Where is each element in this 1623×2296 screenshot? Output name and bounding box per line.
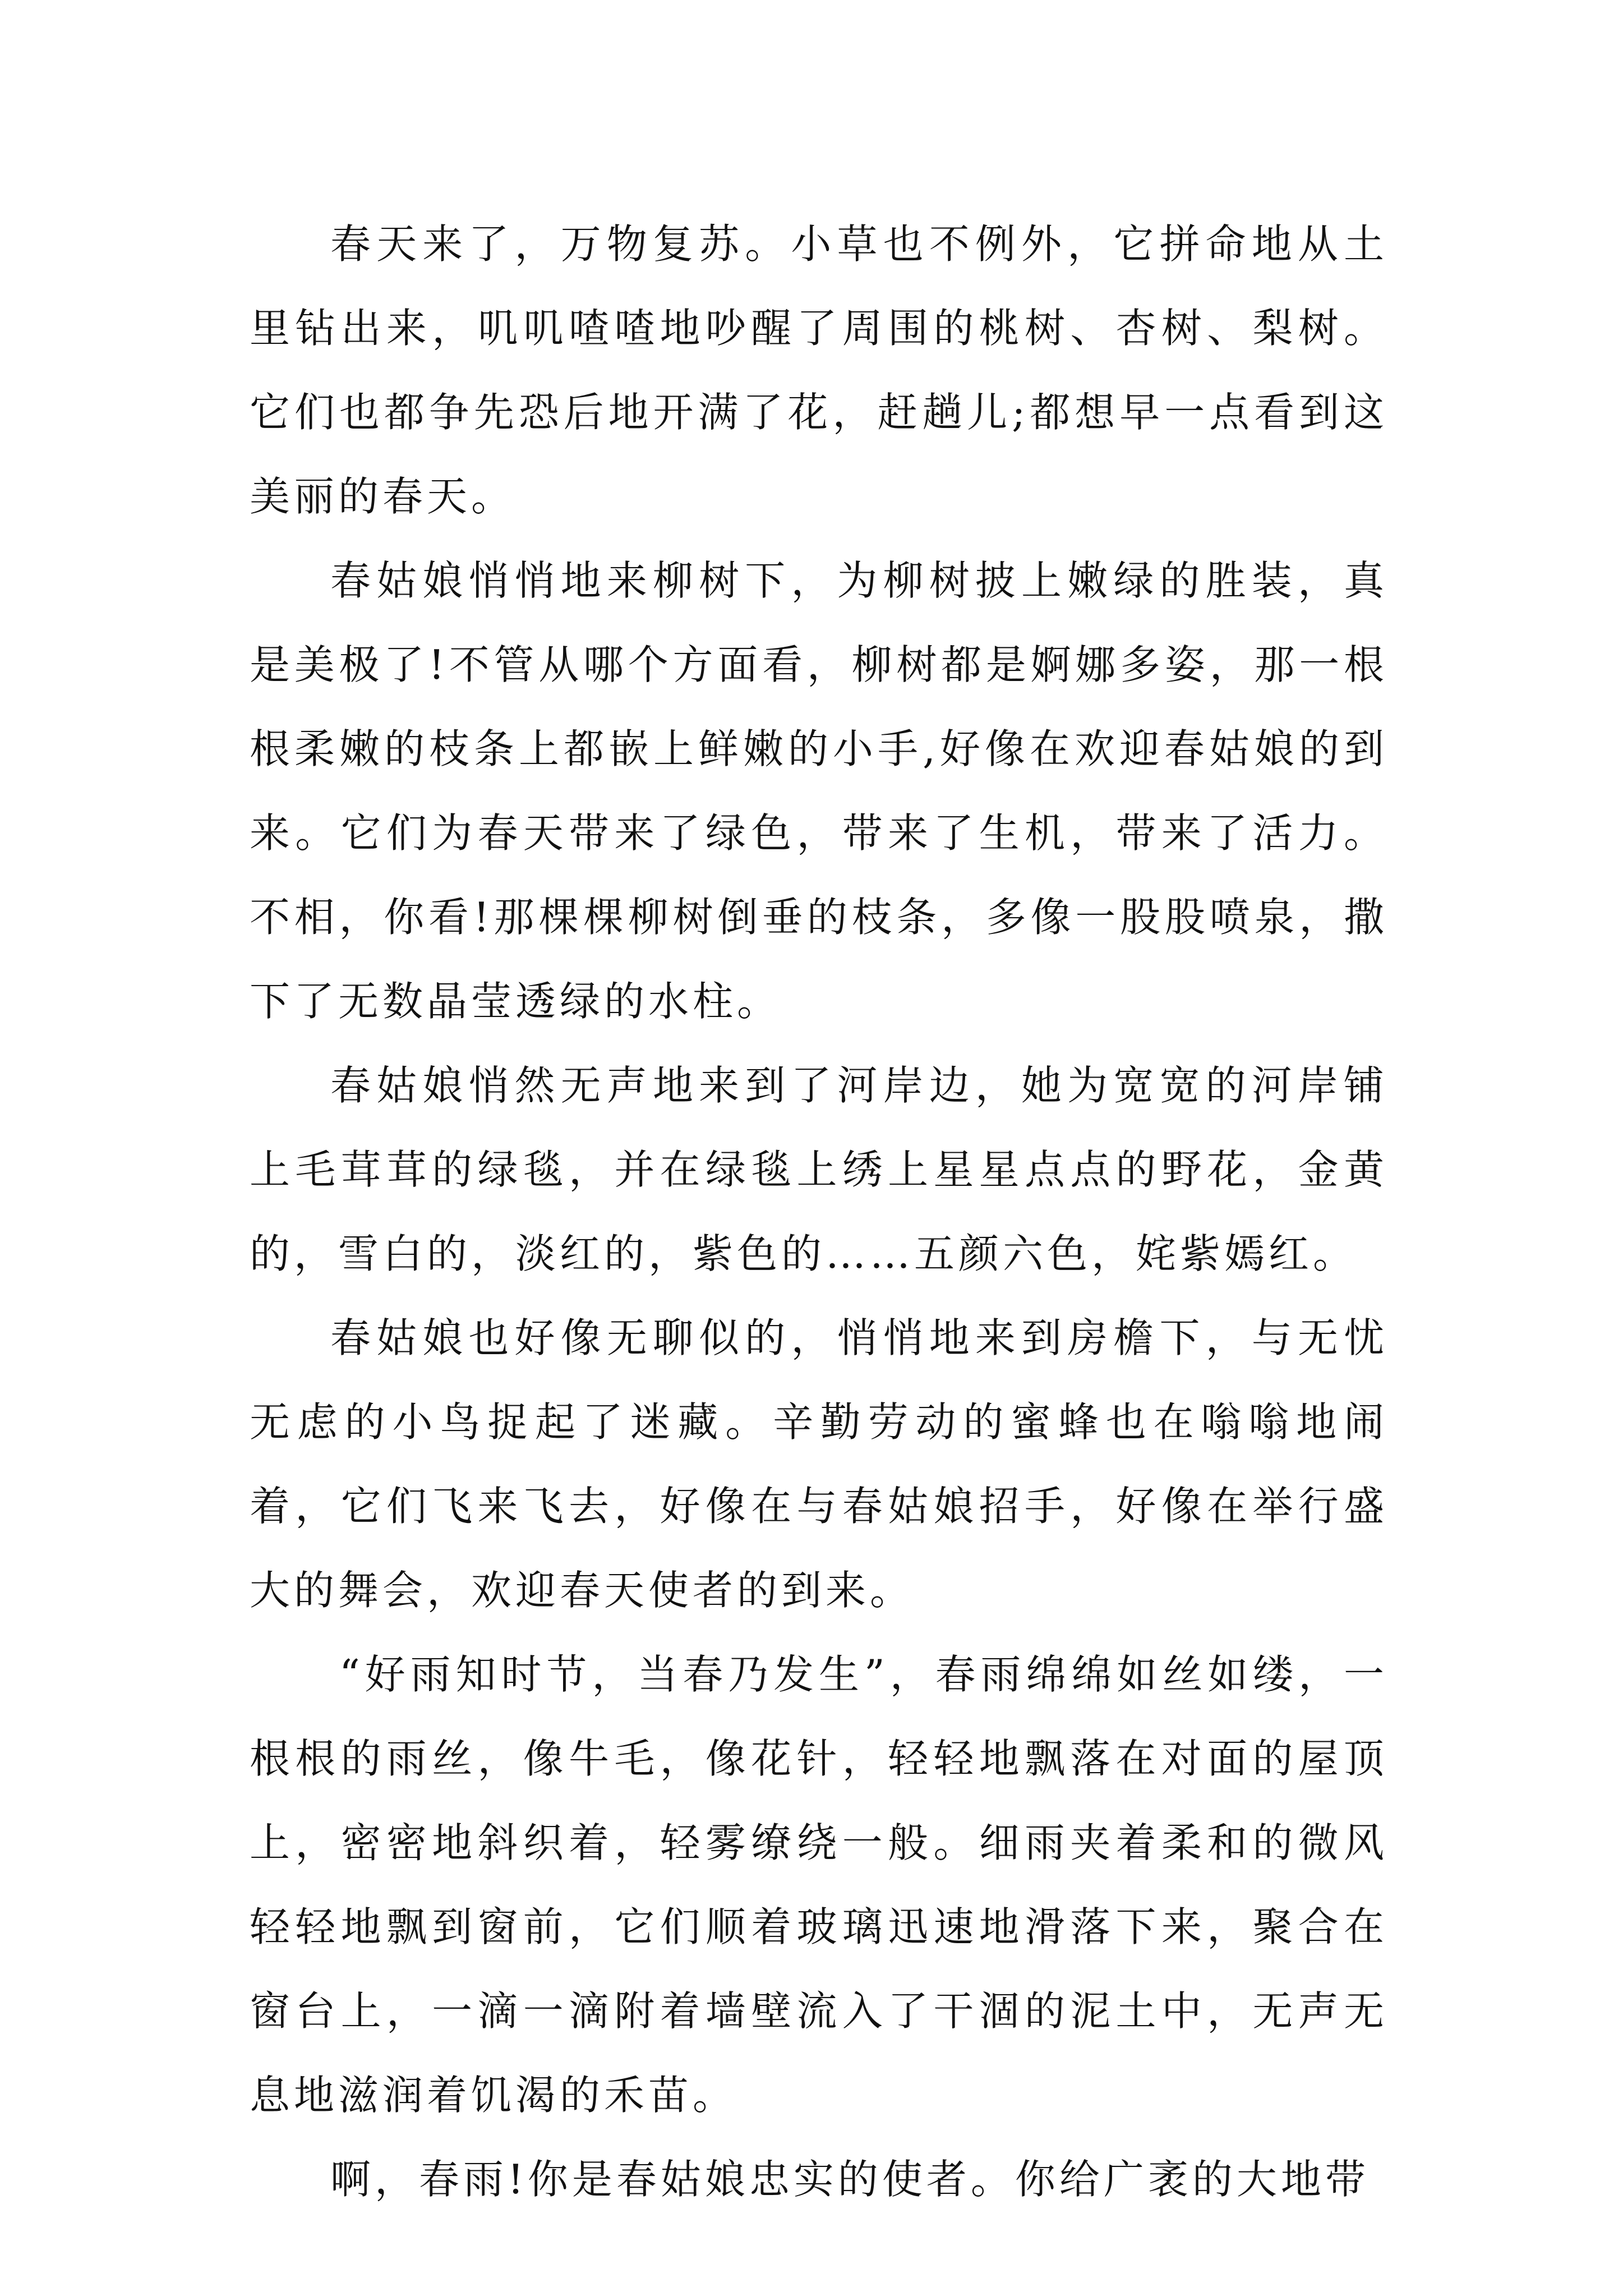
article-body: [250, 202, 1388, 2221]
paragraph-5: “好雨知时节，当春乃发生”，春雨绵绵如丝如缕，一根根的雨丝，像牛毛，像花针，轻轻地飘落在对面的屋顶上，密密地斜织着，轻雾缭绕一般。细雨夹着柔和的微风轻轻地飘到窗前，它们顺着玻璃迅速地滑落下来，聚合在窗台上，一滴一滴附着墙壁流入了干涸的泥土中，无声无息地滋润着饥渴的禾苗。: [250, 1651, 1388, 2119]
paragraph-4: 春姑娘也好像无聊似的，悄悄地来到房檐下，与无忧无虑的小鸟捉起了迷藏。辛勤劳动的蜜蜂也在嗡嗡地闹着，它们飞来飞去，好像在与春姑娘招手，好像在举行盛大的舞会，欢迎春天使者的到来。: [250, 1314, 1388, 1614]
paragraph-6: 啊，春雨!你是春姑娘忠实的使者。你给广袤的大地带: [330, 2156, 1370, 2203]
paragraph-2: 春姑娘悄悄地来柳树下，为柳树披上嫩绿的胜装，真是美极了!不管从哪个方面看，柳树都是婀娜多姿，那一根根柔嫩的枝条上都嵌上鲜嫩的小手,好像在欢迎春姑娘的到来。它们为春天带来了绿色，带来了生机，带来了活力。不相，你看!那棵棵柳树倒垂的枝条，多像一股股喷泉，撒下了无数晶莹透绿的水柱。: [250, 557, 1388, 1025]
paragraph-1: 春天来了，万物复苏。小草也不例外，它拼命地从土里钻出来，叽叽喳喳地吵醒了周围的桃树、杏树、梨树。它们也都争先恐后地开满了花，赶趟儿;都想早一点看到这美丽的春天。: [250, 220, 1388, 520]
paragraph-3: 春姑娘悄然无声地来到了河岸边，她为宽宽的河岸铺上毛茸茸的绿毯，并在绿毯上绣上星星点点的野花，金黄的，雪白的，淡红的，紫色的……五颜六色，姹紫嫣红。: [250, 1062, 1388, 1277]
